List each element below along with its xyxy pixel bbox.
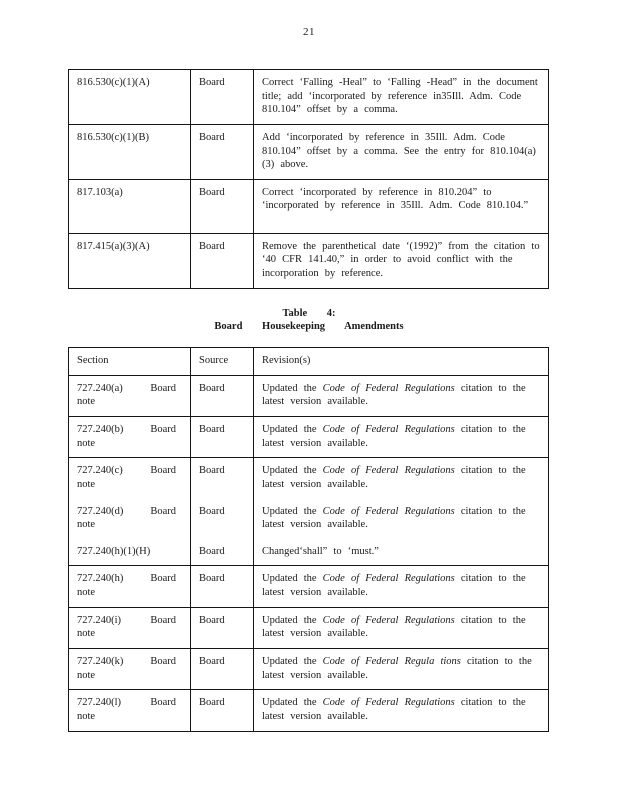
section-extra: Board [150,382,176,394]
revision-cell: Updated the Code of Federal Regulations citation to the latest version available. [254,566,549,607]
source-cell: Board [191,124,254,179]
section-cell [69,649,191,690]
section-extra: Board [150,697,176,709]
page-number: 21 [303,26,315,38]
table-header-row [69,348,549,376]
table4-title-line1: Table 4: [282,307,336,319]
column-header-section: Section [69,348,191,376]
section-extra: Board [150,505,176,517]
source-cell: Board [191,690,254,731]
table-row [69,179,549,233]
section-cell: 817.103(a) [69,179,191,233]
section-extra: Board [150,656,176,668]
housekeeping-amendments-table [68,347,549,732]
section-extra: Board [150,423,176,435]
revision-cell: Remove the parenthetical date ‘(1992)” from the citation to ‘40 CFR 141.40,” in order to avoid conflict with the incorporation by reference. [254,233,549,288]
revision-cell: Add ‘incorporated by reference in 35Ill. Adm. Code 810.104” offset by a comma. See the entry for 810.104(a)(3) above. [254,124,549,179]
section-cell [69,690,191,731]
source-cell: Board [191,70,254,125]
source-cell: Board [191,649,254,690]
section-cell: 817.415(a)(3)(A) [69,233,191,288]
source-cell: Board [191,375,254,416]
section-note: note [77,669,96,681]
revision-cell: Correct ‘incorporated by reference in 810.204” to ‘incorporated by reference in 35Ill. Adm. Code 810.104.” [254,179,549,233]
revision-cell: Updated the Code of Federal Regulations citation to the latest version available. [254,690,549,731]
section-note: note [77,587,96,599]
section-number: 727.240(i) [77,614,122,626]
amendments-table-continued [68,69,549,289]
table-row [69,458,549,499]
section-number: 727.240(h) [77,573,124,585]
table-row [69,70,549,125]
section-cell: 816.530(c)(1)(A) [69,70,191,125]
section-note: note [77,519,96,531]
section-number: 727.240(h)(1)(H) [77,545,151,557]
section-note: note [77,628,96,640]
table-row [69,124,549,179]
section-extra [176,545,182,559]
section-extra: Board [150,573,176,585]
section-cell: 816.530(c)(1)(B) [69,124,191,179]
source-cell: Board [191,499,254,539]
section-number: 727.240(k) [77,656,124,668]
source-cell: Board [191,416,254,457]
table4-title-line2: Board Housekeeping Amendments [214,321,404,333]
section-number: 727.240(a) [77,382,123,394]
column-header-source: Source [191,348,254,376]
revision-cell: Changed‘shall” to ‘must.” [254,539,549,566]
source-cell: Board [191,458,254,499]
table-row [69,375,549,416]
section-number: 727.240(d) [77,505,124,517]
table-row [69,539,549,566]
table-row [69,499,549,539]
revision-cell: Updated the Code of Federal Regulations citation to the latest version available. [254,375,549,416]
section-note: note [77,437,96,449]
section-extra: Board [150,465,176,477]
section-note: note [77,478,96,490]
revision-cell: Updated the Code of Federal Regula tions citation to the latest version available. [254,649,549,690]
section-number: 727.240(c) [77,465,123,477]
source-cell: Board [191,539,254,566]
section-cell [69,416,191,457]
revision-cell: Updated the Code of Federal Regulations citation to the latest version available. [254,607,549,648]
revision-cell: Updated the Code of Federal Regulations citation to the latest version available. [254,458,549,499]
table-row [69,690,549,731]
table4-title [0,307,618,334]
section-cell [69,458,191,499]
section-cell [69,375,191,416]
section-number: 727.240(l) [77,697,122,709]
table-row [69,233,549,288]
section-number: 727.240(b) [77,423,124,435]
section-cell [69,607,191,648]
revision-cell: Correct ‘Falling -Heal” to ‘Falling -Head” in the document title; add ‘incorporated by reference in35Ill. Adm. Code 810.104” offset by a comma. [254,70,549,125]
source-cell: Board [191,179,254,233]
section-note: note [77,396,96,408]
column-header-revisions: Revision(s) [254,348,549,376]
table-row [69,566,549,607]
revision-cell: Updated the Code of Federal Regulations citation to the latest version available. [254,416,549,457]
source-cell: Board [191,566,254,607]
revision-cell: Updated the Code of Federal Regulations citation to the latest version available. [254,499,549,539]
section-cell [69,539,191,566]
source-cell: Board [191,607,254,648]
table-row [69,607,549,648]
table-row [69,416,549,457]
source-cell: Board [191,233,254,288]
section-note: note [77,710,96,722]
section-cell [69,566,191,607]
table-row [69,649,549,690]
section-extra: Board [150,614,176,626]
section-cell [69,499,191,539]
